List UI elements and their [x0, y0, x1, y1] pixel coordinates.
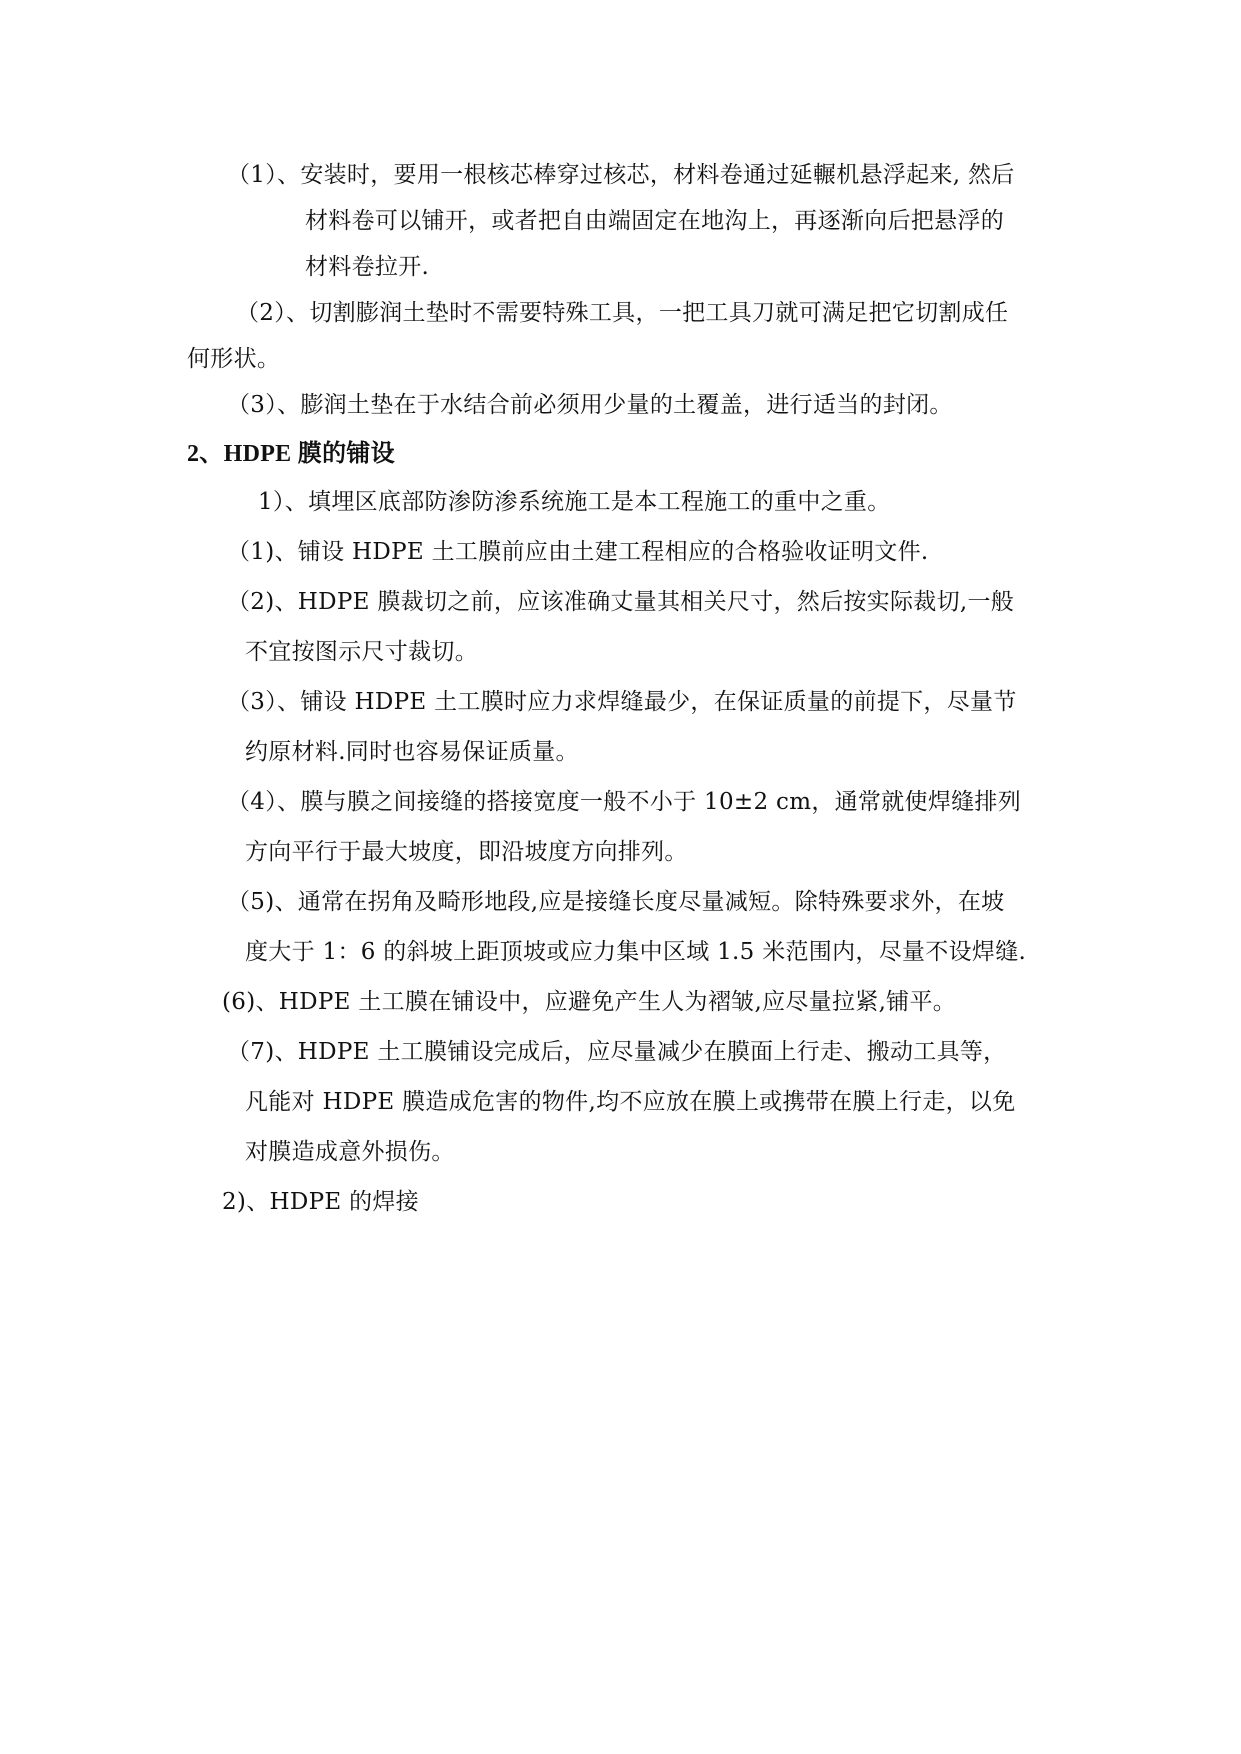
item-7-line-2: 凡能对 HDPE 膜造成危害的物件,均不应放在膜上或携带在膜上行走，以免: [245, 1089, 1016, 1115]
item-7-line-3: 对膜造成意外损伤。: [245, 1139, 455, 1165]
subsection-1-intro: 1）、填埋区底部防渗防渗系统施工是本工程施工的重中之重。: [258, 489, 891, 515]
item-3-line-2: 约原材料.同时也容易保证质量。: [245, 739, 579, 765]
paragraph-1-line-2: 材料卷可以铺开，或者把自由端固定在地沟上，再逐渐向后把悬浮的: [305, 208, 1004, 234]
item-5-line-1: （5)、通常在拐角及畸形地段,应是接缝长度尽量减短。除特殊要求外，在坡: [227, 889, 1005, 915]
section-heading: 2、HDPE 膜的铺设: [187, 441, 395, 467]
item-2-line-1: （2)、HDPE 膜裁切之前，应该准确丈量其相关尺寸，然后按实际裁切,一般: [227, 589, 1015, 615]
item-6: (6)、HDPE 土工膜在铺设中，应避免产生人为褶皱,应尽量拉紧,铺平。: [222, 989, 957, 1015]
paragraph-3: （3）、膨润土垫在于水结合前必须用少量的土覆盖，进行适当的封闭。: [227, 392, 953, 418]
paragraph-2-line-2: 何形状。: [187, 346, 281, 372]
subsection-2-title: 2)、HDPE 的焊接: [222, 1189, 419, 1215]
item-4-line-2: 方向平行于最大坡度，即沿坡度方向排列。: [245, 839, 688, 865]
item-1: （1)、铺设 HDPE 土工膜前应由土建工程相应的合格验收证明文件.: [227, 539, 929, 565]
paragraph-2-line-1: （2）、切割膨润土垫时不需要特殊工具，一把工具刀就可满足把它切割成任: [236, 300, 1009, 326]
item-4-line-1: （4）、膜与膜之间接缝的搭接宽度一般不小于 10±2 cm，通常就使焊缝排列: [227, 789, 1022, 815]
paragraph-1-line-3: 材料卷拉开.: [305, 254, 430, 280]
item-5-line-2: 度大于 1：6 的斜坡上距顶坡或应力集中区域 1.5 米范围内，尽量不设焊缝.: [245, 939, 1027, 965]
item-7-line-1: （7)、HDPE 土工膜铺设完成后，应尽量减少在膜面上行走、搬动工具等，: [227, 1039, 1007, 1065]
paragraph-1-line-1: （1）、安装时，要用一根核芯棒穿过核芯，材料卷通过延輾机悬浮起来, 然后: [227, 162, 1015, 188]
item-3-line-1: （3）、铺设 HDPE 土工膜时应力求焊缝最少，在保证质量的前提下，尽量节: [227, 689, 1017, 715]
item-2-line-2: 不宜按图示尺寸裁切。: [245, 639, 478, 665]
